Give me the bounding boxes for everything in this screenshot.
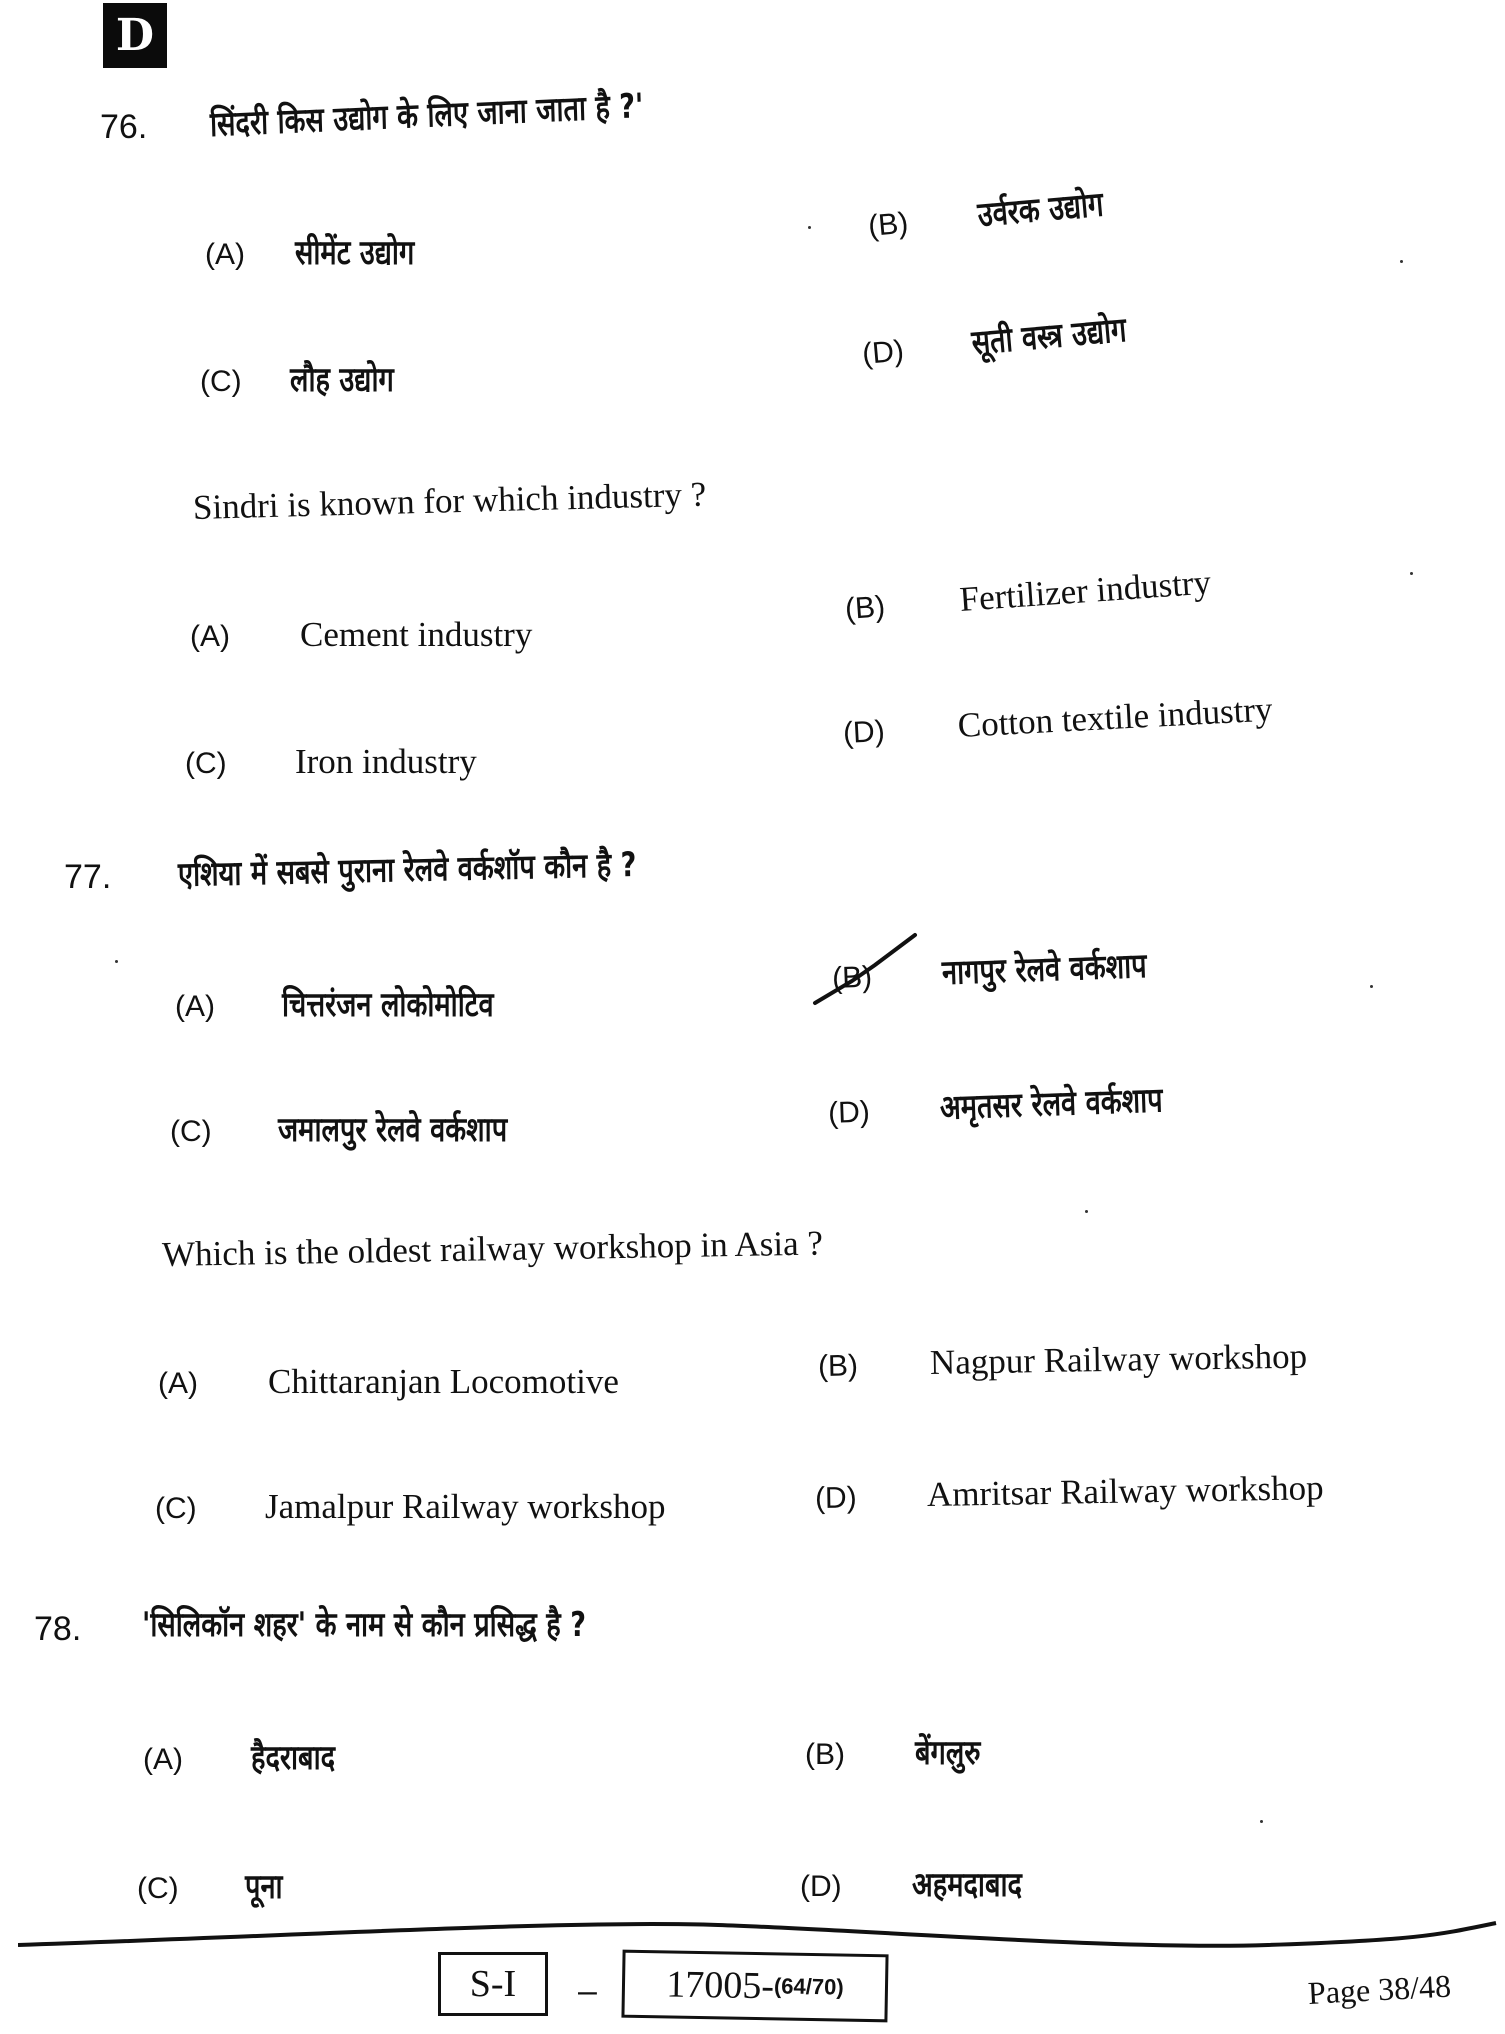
scan-speck (808, 226, 811, 229)
question-text-english: Sindri is known for which industry ? (192, 474, 707, 527)
page-number: Page 38/48 (1307, 1967, 1452, 2011)
option-text: अहमदाबाद (912, 1865, 1022, 1905)
footer-separator: – (578, 1972, 597, 2010)
option-label: (C) (137, 1872, 179, 1905)
paper-code-suffix: (64/70) (773, 1973, 844, 2000)
handwritten-tick-mark (800, 925, 930, 1015)
paper-code: 17005- (665, 1963, 775, 2008)
option-a-hindi[interactable] (175, 980, 547, 1026)
question-number: 76. (100, 108, 148, 146)
series-box (438, 1952, 548, 2016)
option-label: (C) (170, 1115, 212, 1148)
option-text: जमालपुर रेलवे वर्कशाप (278, 1110, 508, 1150)
option-c-hindi[interactable] (170, 1105, 564, 1151)
question-text-hindi: सिंदरी किस उद्योग के लिए जाना जाता है ?' (209, 86, 644, 145)
option-label: (C) (155, 1492, 197, 1525)
option-label: (B) (866, 206, 910, 243)
option-a-english[interactable] (158, 1362, 619, 1402)
option-text: अमृतसर रेलवे वर्कशाप (939, 1080, 1164, 1129)
scan-speck (1410, 572, 1413, 575)
option-d-hindi[interactable] (800, 1860, 1050, 1906)
option-text: चित्तरंजन लोकोमोटिव (282, 985, 494, 1025)
option-text: सूती वस्त्र उद्योग (970, 309, 1128, 364)
option-d-english[interactable] (842, 690, 1273, 752)
scan-speck (1370, 985, 1373, 988)
option-label: (C) (200, 365, 242, 398)
option-label: (B) (817, 1349, 859, 1383)
option-label: (A) (175, 990, 215, 1023)
question-number: 78. (34, 1610, 82, 1648)
option-c-english[interactable] (185, 742, 477, 782)
option-text: हैदराबाद (251, 1738, 336, 1778)
option-text: Amritsar Railway workshop (926, 1468, 1324, 1515)
option-d-hindi[interactable] (860, 302, 1167, 374)
set-code-badge (103, 3, 167, 68)
option-text: Chittaranjan Locomotive (268, 1362, 619, 1401)
option-text: Iron industry (295, 742, 477, 781)
option-a-english[interactable] (190, 615, 532, 655)
scan-speck (1400, 260, 1403, 263)
question-text-english: Which is the oldest railway workshop in Asia ? (161, 1223, 824, 1274)
series-code: S-I (469, 1963, 517, 2005)
question-number: 77. (64, 858, 112, 896)
question-text-hindi: एशिया में सबसे पुराना रेलवे वर्कशॉप कौन है ? (177, 845, 637, 895)
option-text: Cotton textile industry (956, 689, 1274, 745)
footer-rule (18, 1915, 1498, 1955)
option-text: बेंगलुरु (915, 1733, 981, 1773)
option-b-english[interactable] (818, 1336, 1308, 1385)
option-text: लौह उद्योग (290, 360, 394, 400)
option-c-english[interactable] (155, 1487, 665, 1527)
scan-speck (115, 960, 118, 963)
option-b-hindi[interactable] (805, 1728, 997, 1774)
scan-speck (1085, 1210, 1088, 1213)
option-text: सीमेंट उद्योग (295, 233, 415, 273)
option-text: Nagpur Railway workshop (929, 1336, 1308, 1383)
option-text: नागपुर रेलवे वर्कशाप (941, 946, 1148, 994)
option-c-hindi[interactable] (200, 355, 420, 401)
set-code-label: D (115, 10, 155, 61)
option-a-hindi[interactable] (143, 1733, 356, 1779)
option-b-english[interactable] (844, 562, 1213, 627)
option-label: (A) (190, 620, 230, 653)
option-label: (A) (205, 238, 245, 271)
option-label: (A) (158, 1367, 198, 1400)
paper-code-box (621, 1950, 888, 2023)
option-text: उर्वरक उद्योग (976, 184, 1105, 236)
option-text: पूना (245, 1867, 283, 1907)
option-a-hindi[interactable] (205, 228, 444, 274)
option-label: (A) (143, 1743, 183, 1776)
option-text: Fertilizer industry (958, 562, 1213, 619)
option-label: (B) (831, 960, 873, 995)
option-c-hindi[interactable] (137, 1862, 292, 1908)
option-b-hindi[interactable] (866, 177, 1136, 246)
option-label: (B) (843, 590, 887, 626)
option-label: (D) (842, 714, 886, 750)
option-text: Cement industry (300, 615, 533, 654)
question-text-hindi: 'सिलिकॉन शहर' के नाम से कौन प्रसिद्ध है ? (142, 1605, 586, 1645)
option-label: (D) (860, 334, 906, 371)
option-label: (C) (185, 747, 227, 780)
option-label: (B) (805, 1738, 845, 1771)
scan-speck (1260, 1820, 1263, 1823)
option-d-english[interactable] (815, 1468, 1324, 1517)
option-d-hindi[interactable] (827, 1073, 1219, 1133)
option-label: (D) (827, 1095, 871, 1130)
option-text: Jamalpur Railway workshop (265, 1487, 666, 1526)
option-label: (D) (800, 1870, 842, 1903)
option-label: (D) (814, 1481, 857, 1515)
